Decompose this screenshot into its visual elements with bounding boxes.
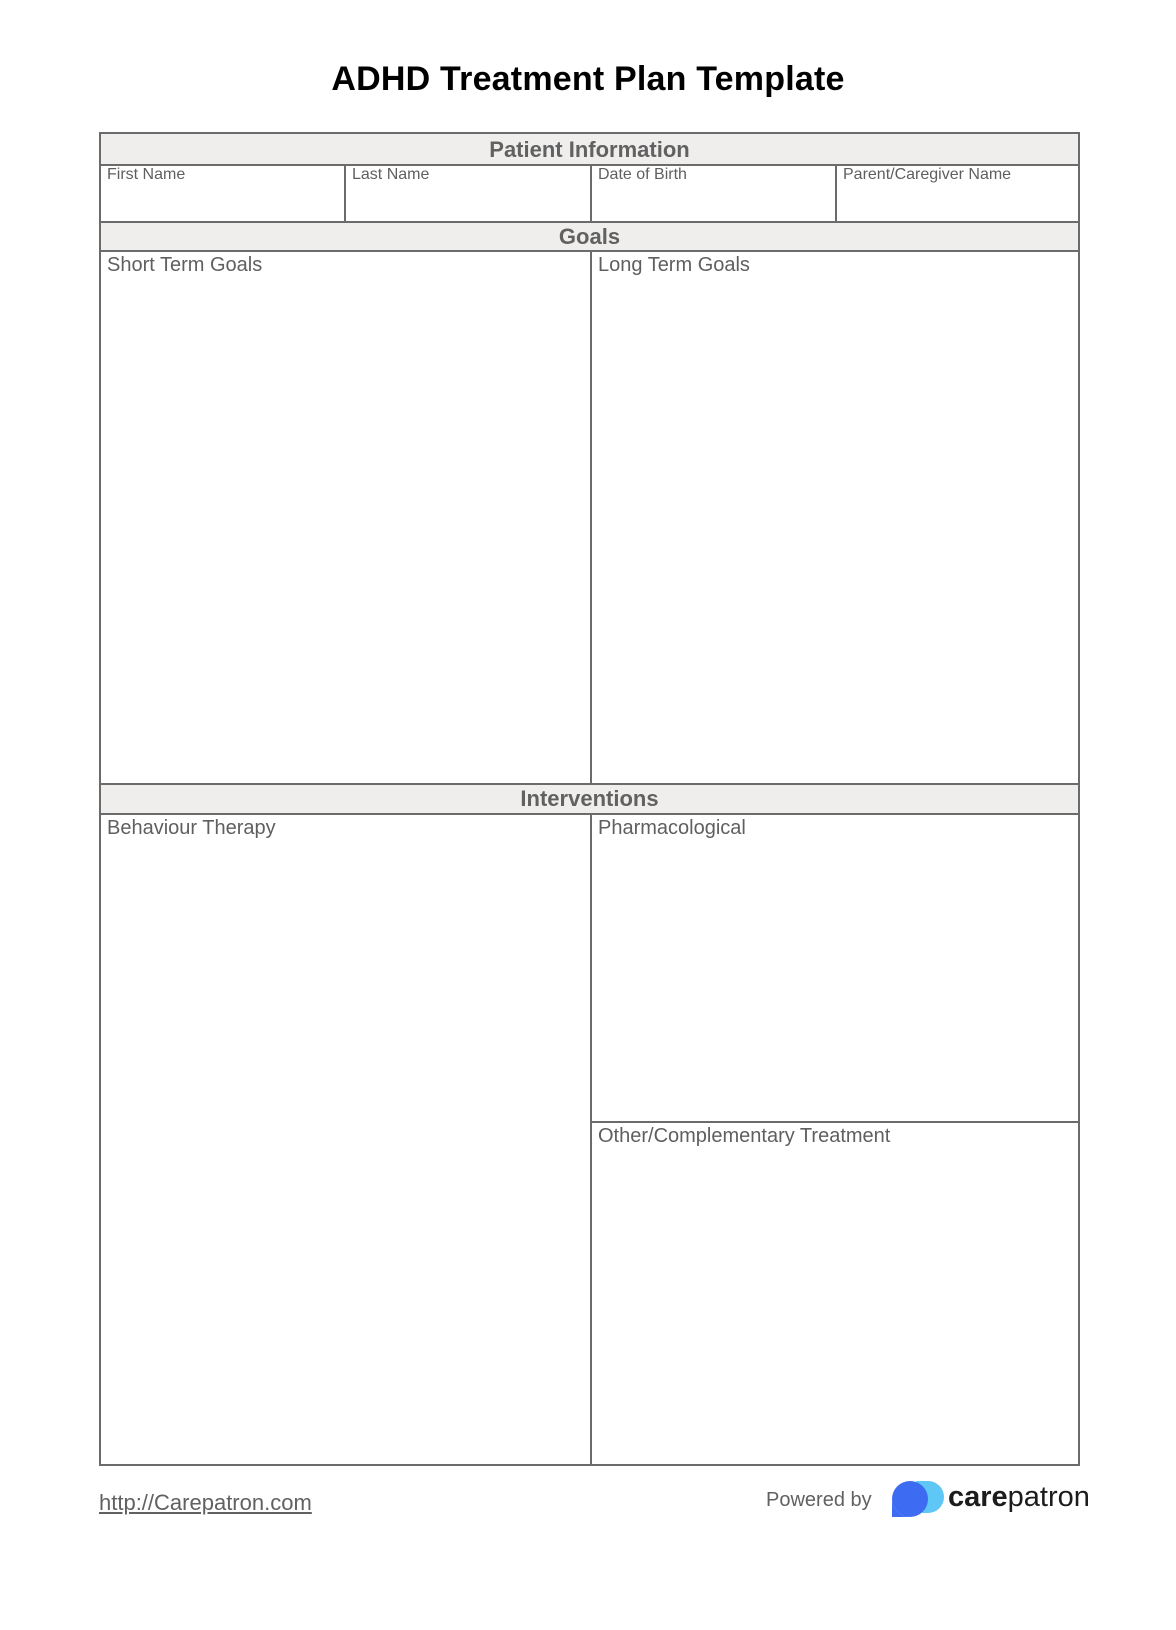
other-complementary-treatment-label: Other/Complementary Treatment: [598, 1125, 891, 1147]
powered-by-text: Powered by: [766, 1489, 872, 1511]
date-of-birth-field[interactable]: [592, 166, 836, 221]
first-name-field[interactable]: [101, 166, 345, 221]
other-complementary-treatment-field[interactable]: [592, 1123, 1078, 1464]
first-name-label: First Name: [107, 166, 186, 183]
date-of-birth-label: Date of Birth: [598, 166, 687, 183]
interventions-header: Interventions: [101, 783, 1078, 815]
last-name-field[interactable]: [346, 166, 591, 221]
carepatron-brand: [948, 1481, 1090, 1514]
pharmacological-field[interactable]: [592, 815, 1078, 1121]
brand-bold: care: [948, 1481, 1008, 1513]
brand-rest: patron: [1007, 1481, 1090, 1513]
goals-header: Goals: [101, 221, 1078, 252]
pharmacological-label: Pharmacological: [598, 817, 746, 839]
behaviour-therapy-field[interactable]: [101, 815, 590, 1464]
long-term-goals-label: Long Term Goals: [598, 254, 750, 276]
patient-information-header: Patient Information: [101, 134, 1078, 166]
long-term-goals-field[interactable]: [592, 252, 1078, 783]
page-title: ADHD Treatment Plan Template: [331, 60, 845, 98]
carepatron-logo-icon: [890, 1479, 946, 1519]
last-name-label: Last Name: [352, 166, 430, 183]
parent-caregiver-name-label: Parent/Caregiver Name: [843, 166, 1012, 183]
carepatron-link[interactable]: http://Carepatron.com: [99, 1490, 312, 1515]
parent-caregiver-name-field[interactable]: [837, 166, 1078, 221]
treatment-plan-form: [99, 132, 1080, 1466]
short-term-goals-label: Short Term Goals: [107, 254, 263, 276]
short-term-goals-field[interactable]: [101, 252, 590, 783]
behaviour-therapy-label: Behaviour Therapy: [107, 817, 276, 839]
